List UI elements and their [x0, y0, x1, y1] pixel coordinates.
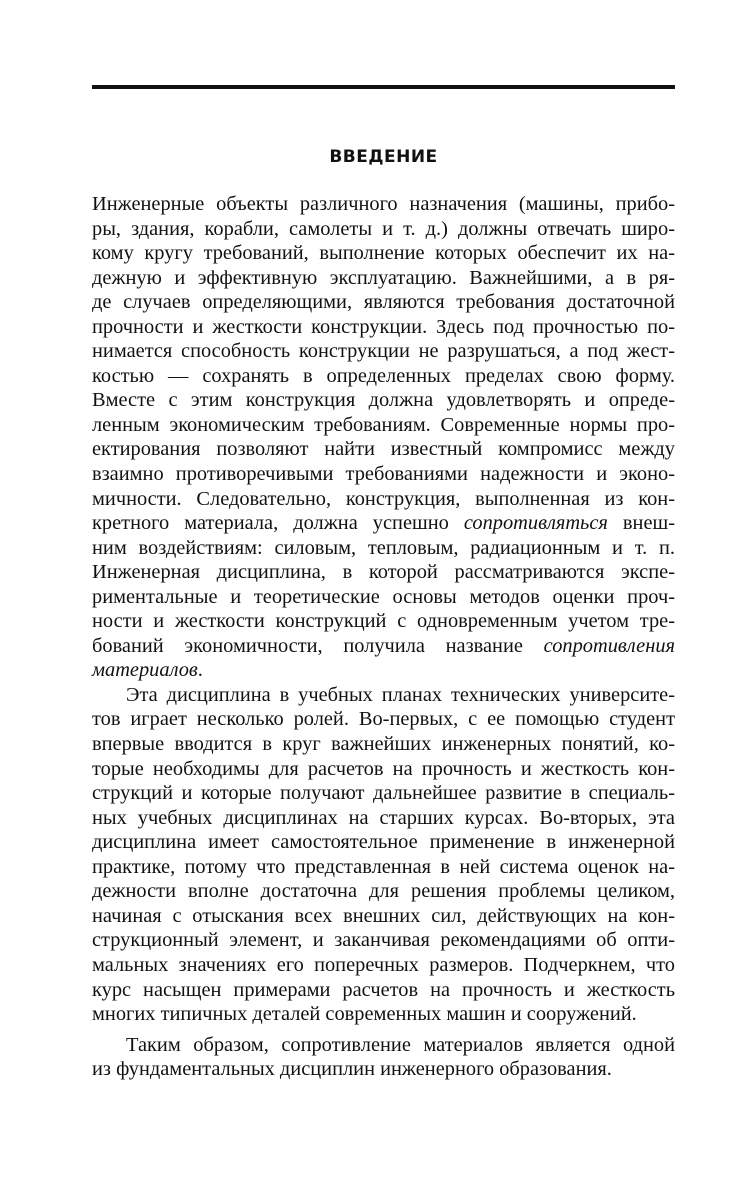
text-line: Таким образом, сопротивление материалов является одной [126, 1033, 675, 1056]
text-line: Вместе с этим конструкция должна удовлетворять и опреде- [92, 389, 675, 412]
text-line: многих типичных деталей современных машин и сооружений. [92, 1003, 637, 1026]
body-text [92, 192, 675, 1082]
text-line: дисциплина имеет самостоятельное применение в инженерной [92, 831, 675, 854]
text-line: нимается способность конструкции не разрушаться, а под жест- [92, 340, 675, 363]
text-line: впервые вводится в круг важнейших инженерных понятий, ко- [92, 733, 675, 756]
text-line: ним воздействиям: силовым, тепловым, радиационным и т. п. [92, 536, 675, 559]
text-line: из фундаментальных дисциплин инженерного образования. [92, 1058, 612, 1081]
text-line: ры, здания, корабли, самолеты и т. д.) должны отвечать широ- [92, 217, 675, 240]
text-segment: . [197, 659, 203, 682]
text-line: костью — сохранять в определенных пределах свою форму. [92, 364, 675, 387]
text-line: взаимно противоречивыми требованиями надежности и эконо- [92, 463, 675, 486]
text-line: ных учебных дисциплинах на старших курсах. Во-вторых, эта [92, 806, 675, 829]
text-line: Эта дисциплина в учебных планах технических университе- [126, 683, 675, 706]
text-line: мальных значениях его поперечных размеров. Подчеркнем, что [92, 953, 675, 976]
text-segment: бований экономичности, получила название [92, 634, 544, 657]
text-line: Инженерные объекты различного назначения (машины, прибо- [92, 193, 675, 215]
text-line: струкций и которые получают дальнейшее развитие в специаль- [92, 782, 675, 805]
text-segment: кретного материала, должна успешно [92, 512, 464, 535]
text-line: кому кругу требований, выполнение которых обеспечит их на- [92, 242, 675, 265]
text-line: мичности. Следовательно, конструкция, выполненная из кон- [92, 487, 675, 510]
text-line-with-emphasis [92, 511, 675, 536]
text-line: Инженерная дисциплина, в которой рассматриваются экспе- [92, 561, 675, 584]
text-line: дежности вполне достаточна для решения проблемы целиком, [92, 880, 675, 903]
text-line: практике, потому что представленная в ней система оценок на- [92, 855, 675, 878]
italic-term: сопротивляться [463, 512, 608, 535]
text-line-with-emphasis [92, 658, 675, 683]
text-line: торые необходимы для расчетов на прочность и жесткость кон- [92, 757, 675, 780]
text-line: курс насыщен примерами расчетов на прочность и жесткость [92, 978, 675, 1001]
header-rule [92, 85, 675, 89]
text-line: тов играет несколько ролей. Во-первых, с ее помощью студент [92, 708, 675, 731]
text-line: струкционный элемент, и заканчивая рекомендациями об опти- [92, 929, 675, 952]
text-line: де случаев определяющими, являются требования достаточной [92, 291, 675, 314]
text-line: прочности и жесткости конструкции. Здесь под прочностью по- [92, 315, 675, 338]
italic-term: материалов [92, 659, 198, 682]
text-line: ектирования позволяют найти известный компромисс между [92, 438, 675, 461]
text-line: ленным экономическим требованиям. Современные нормы про- [92, 413, 675, 436]
text-line: ности и жесткости конструкций с одновременным учетом тре- [92, 610, 675, 633]
text-line: начиная с отыскания всех внешних сил, действующих на кон- [92, 904, 675, 927]
text-line: дежную и эффективную эксплуатацию. Важнейшими, а в ря- [92, 266, 675, 289]
text-line: риментальные и теоретические основы методов оценки проч- [92, 585, 675, 608]
text-line-with-emphasis [92, 634, 675, 659]
text-segment: внеш- [607, 512, 675, 535]
italic-term: сопротивления [543, 634, 675, 657]
section-heading: ВВЕДЕНИЕ [329, 147, 438, 167]
